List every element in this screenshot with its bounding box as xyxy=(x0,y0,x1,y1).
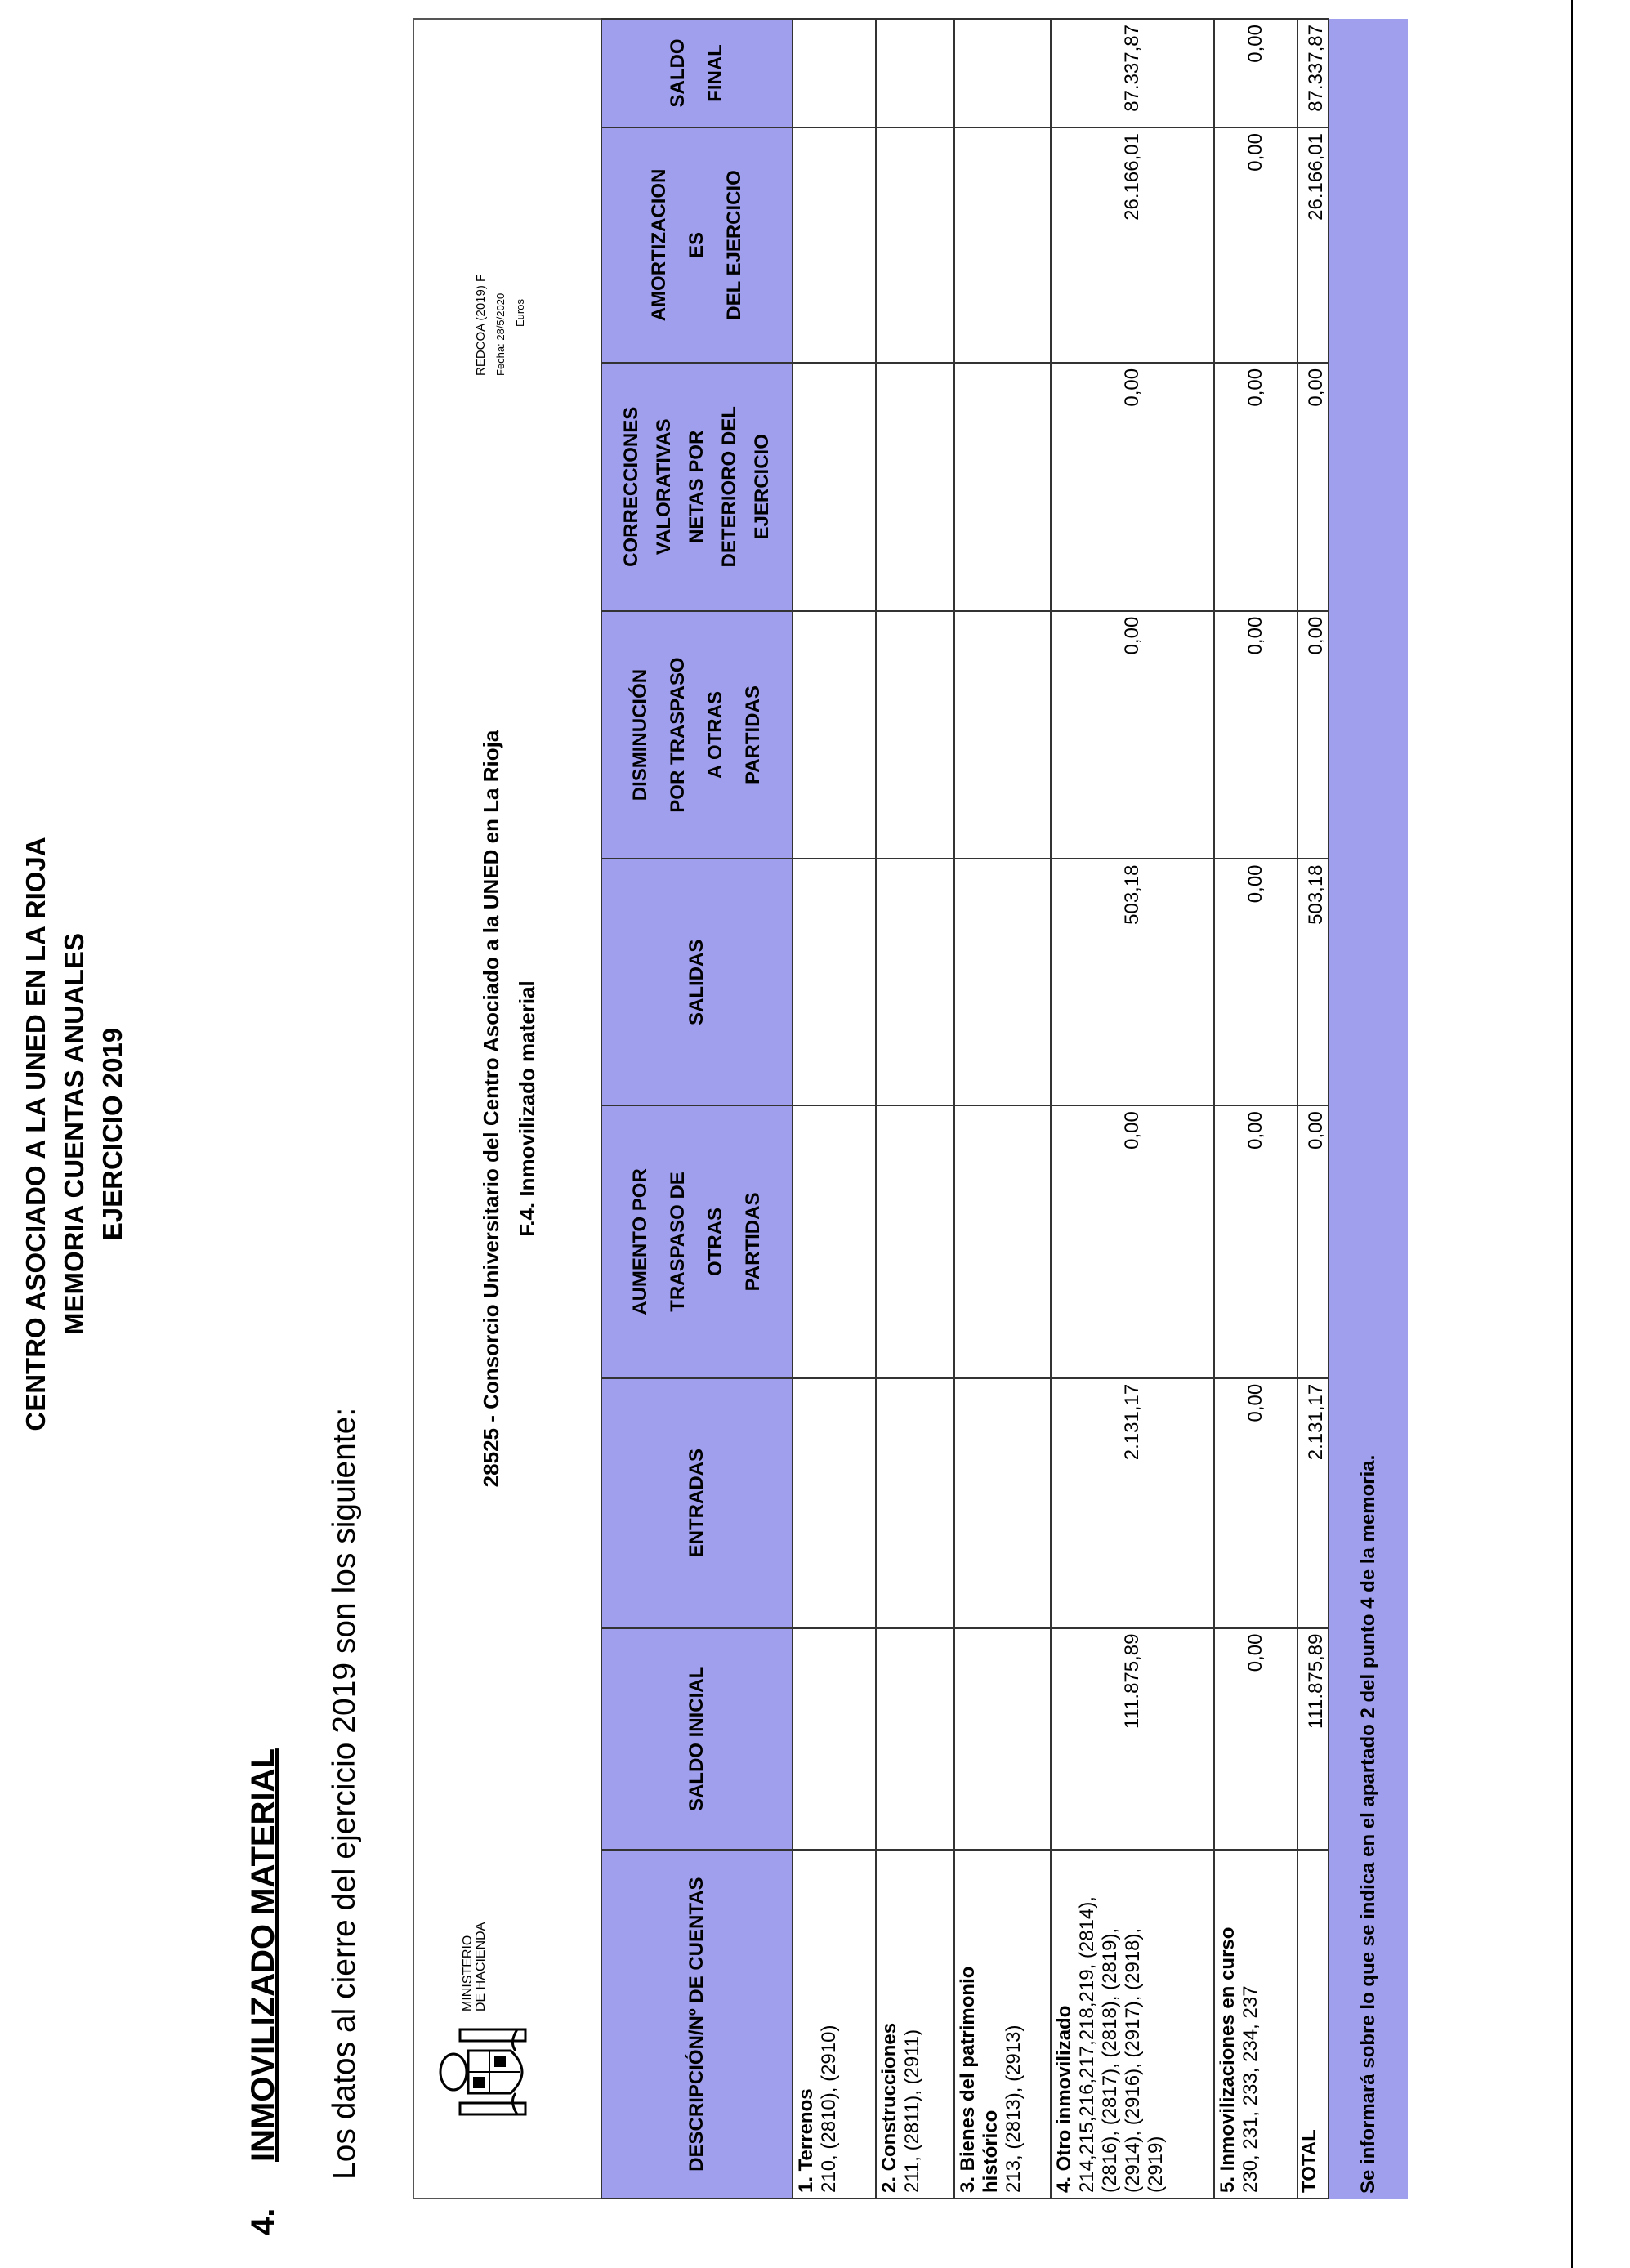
cell-saldo-inicial: 0,00 xyxy=(1214,1628,1297,1851)
header-aumento-line: OTRAS xyxy=(704,1207,726,1276)
header-line-2: MEMORIA CUENTAS ANUALES xyxy=(59,933,89,1335)
row-desc xyxy=(876,1850,954,2199)
form-subtitle: F.4. Inmovilizado material xyxy=(515,980,539,1237)
total-saldo-inicial: 111.875,89 xyxy=(1297,1628,1329,1851)
header-disminucion-line: POR TRASPASO xyxy=(667,657,689,813)
header-saldo-inicial: SALDO INICIAL xyxy=(601,1628,793,1851)
header-amortizaciones-line: DEL EJERCICIO xyxy=(723,170,745,320)
header-correcciones xyxy=(601,363,793,611)
header-aumento-line: PARTIDAS xyxy=(742,1192,764,1292)
header-correcciones-line: VALORATIVAS xyxy=(653,418,675,556)
header-desc: DESCRIPCIÓN/Nº DE CUENTAS xyxy=(601,1850,793,2199)
ministry-line-1: MINISTERIO xyxy=(461,1935,475,2011)
row-desc xyxy=(954,1850,1051,2199)
table-row xyxy=(954,19,1051,2199)
table-footer-note: Se informará sobre lo que se indica en el apartado 2 del punto 4 de la memoria. xyxy=(1329,19,1408,2199)
form-title: 28525 - Consorcio Universitario del Centro Asociado a la UNED en La Rioja xyxy=(479,730,503,1488)
cell xyxy=(793,19,876,127)
section-title: INMOVILIZADO MATERIAL xyxy=(245,1748,281,2162)
cell xyxy=(876,611,954,859)
total-correcciones: 0,00 xyxy=(1297,363,1329,611)
table-row xyxy=(793,19,876,2199)
header-aumento xyxy=(601,1105,793,1378)
row-accounts: 230, 231, 233, 234, 237 xyxy=(1239,1985,1262,2193)
cell xyxy=(954,127,1051,363)
table-header-row xyxy=(601,19,793,2199)
row-name: histórico xyxy=(980,2110,1002,2193)
header-disminucion-line: PARTIDAS xyxy=(742,685,764,785)
row-name: 2. Construcciones xyxy=(878,2022,900,2193)
document-header xyxy=(16,0,132,2268)
header-salidas: SALIDAS xyxy=(601,859,793,1105)
row-accounts: (2816), (2817), (2818), (2819), xyxy=(1099,1927,1121,2193)
header-line-3: EJERCICIO 2019 xyxy=(97,1027,127,1241)
total-aumento: 0,00 xyxy=(1297,1105,1329,1378)
cell xyxy=(954,363,1051,611)
cell-correcciones: 0,00 xyxy=(1051,363,1214,611)
form-date: Fecha: 28/5/2020 xyxy=(494,292,507,376)
header-saldo-final: SALDO FINAL xyxy=(601,19,793,127)
row-accounts: (2919) xyxy=(1145,2136,1167,2193)
cell xyxy=(954,1105,1051,1378)
row-accounts: 213, (2813), (2913) xyxy=(1003,2025,1025,2193)
page-rule xyxy=(1571,0,1573,2268)
cell xyxy=(793,1105,876,1378)
table-footer-row xyxy=(1329,19,1408,2199)
cell-amortizaciones: 26.166,01 xyxy=(1051,127,1214,363)
header-line-1: CENTRO ASOCIADO A LA UNED EN LA RIOJA xyxy=(20,837,51,1431)
cell-entradas: 2.131,17 xyxy=(1051,1378,1214,1628)
total-salidas: 503,18 xyxy=(1297,859,1329,1105)
section-number: 4. xyxy=(245,2208,281,2235)
header-disminucion xyxy=(601,611,793,859)
row-accounts: 210, (2810), (2910) xyxy=(818,2025,840,2193)
cell xyxy=(793,1378,876,1628)
cell-aumento: 0,00 xyxy=(1214,1105,1297,1378)
header-amortizaciones-line: AMORTIZACION xyxy=(648,168,670,322)
cell xyxy=(954,1628,1051,1851)
table-total-row xyxy=(1297,19,1329,2199)
row-desc xyxy=(1214,1850,1297,2199)
cell-entradas: 0,00 xyxy=(1214,1378,1297,1628)
total-entradas: 2.131,17 xyxy=(1297,1378,1329,1628)
row-accounts: 214,215,216,217,218,219, (2814), xyxy=(1076,1896,1098,2193)
cell-salidas: 503,18 xyxy=(1051,859,1214,1105)
form-currency: Euros xyxy=(514,299,526,327)
cell-saldo-final: 87.337,87 xyxy=(1051,19,1214,127)
cell-amortizaciones: 0,00 xyxy=(1214,127,1297,363)
cell xyxy=(793,859,876,1105)
header-disminucion-line: A OTRAS xyxy=(704,691,726,779)
header-correcciones-line: DETERIORO DEL xyxy=(718,406,740,568)
header-correcciones-line: CORRECCIONES xyxy=(620,406,642,567)
inmovilizado-table xyxy=(601,18,1408,2199)
section-intro: Los datos al cierre del ejercicio 2019 son los siguiente: xyxy=(327,1407,362,2180)
header-disminucion-line: DISMINUCIÓN xyxy=(629,668,651,801)
row-name: 5. Inmovilizaciones en curso xyxy=(1217,1926,1239,2193)
form-code: REDCOA (2019) F xyxy=(474,274,488,376)
total-amortizaciones: 26.166,01 xyxy=(1297,127,1329,363)
cell-saldo-inicial: 111.875,89 xyxy=(1051,1628,1214,1851)
row-name: 1. Terrenos xyxy=(795,2088,817,2193)
row-desc xyxy=(1051,1850,1214,2199)
cell xyxy=(876,1378,954,1628)
cell-correcciones: 0,00 xyxy=(1214,363,1297,611)
cell-disminucion: 0,00 xyxy=(1214,611,1297,859)
form-meta xyxy=(471,275,530,376)
header-aumento-line: AUMENTO POR xyxy=(629,1168,651,1315)
table-row xyxy=(1051,19,1214,2199)
cell xyxy=(876,1628,954,1851)
header-entradas: ENTRADAS xyxy=(601,1378,793,1628)
row-name: 3. Bienes del patrimonio xyxy=(957,1966,979,2193)
cell xyxy=(876,19,954,127)
cell xyxy=(793,363,876,611)
cell xyxy=(876,127,954,363)
cell xyxy=(793,127,876,363)
cell xyxy=(793,1628,876,1851)
cell-saldo-final: 0,00 xyxy=(1214,19,1297,127)
cell xyxy=(876,363,954,611)
row-desc xyxy=(793,1850,876,2199)
cell xyxy=(876,1105,954,1378)
cell-disminucion: 0,00 xyxy=(1051,611,1214,859)
header-correcciones-line: EJERCICIO xyxy=(751,434,773,540)
cell xyxy=(954,19,1051,127)
total-saldo-final: 87.337,87 xyxy=(1297,19,1329,127)
cell-salidas: 0,00 xyxy=(1214,859,1297,1105)
header-amortizaciones xyxy=(601,127,793,363)
header-amortizaciones-line: ES xyxy=(685,231,708,258)
form-header-box xyxy=(413,18,601,2199)
table-row xyxy=(1214,19,1297,2199)
header-aumento-line: TRASPASO DE xyxy=(667,1172,689,1312)
total-disminucion: 0,00 xyxy=(1297,611,1329,859)
cell xyxy=(954,859,1051,1105)
header-correcciones-line: NETAS POR xyxy=(685,430,708,543)
row-name: 4. Otro inmovilizado xyxy=(1053,2005,1075,2193)
cell xyxy=(954,1378,1051,1628)
cell xyxy=(876,859,954,1105)
row-accounts: 211, (2811), (2911) xyxy=(901,2029,923,2193)
table-row xyxy=(876,19,954,2199)
cell xyxy=(793,611,876,859)
cell xyxy=(954,611,1051,859)
section-heading xyxy=(245,1748,282,2235)
cell-aumento: 0,00 xyxy=(1051,1105,1214,1378)
total-label: TOTAL xyxy=(1297,1850,1329,2199)
ministry-line-2: DE HACIENDA xyxy=(474,1922,488,2011)
row-accounts: (2914), (2916), (2917), (2918), xyxy=(1122,1927,1144,2193)
